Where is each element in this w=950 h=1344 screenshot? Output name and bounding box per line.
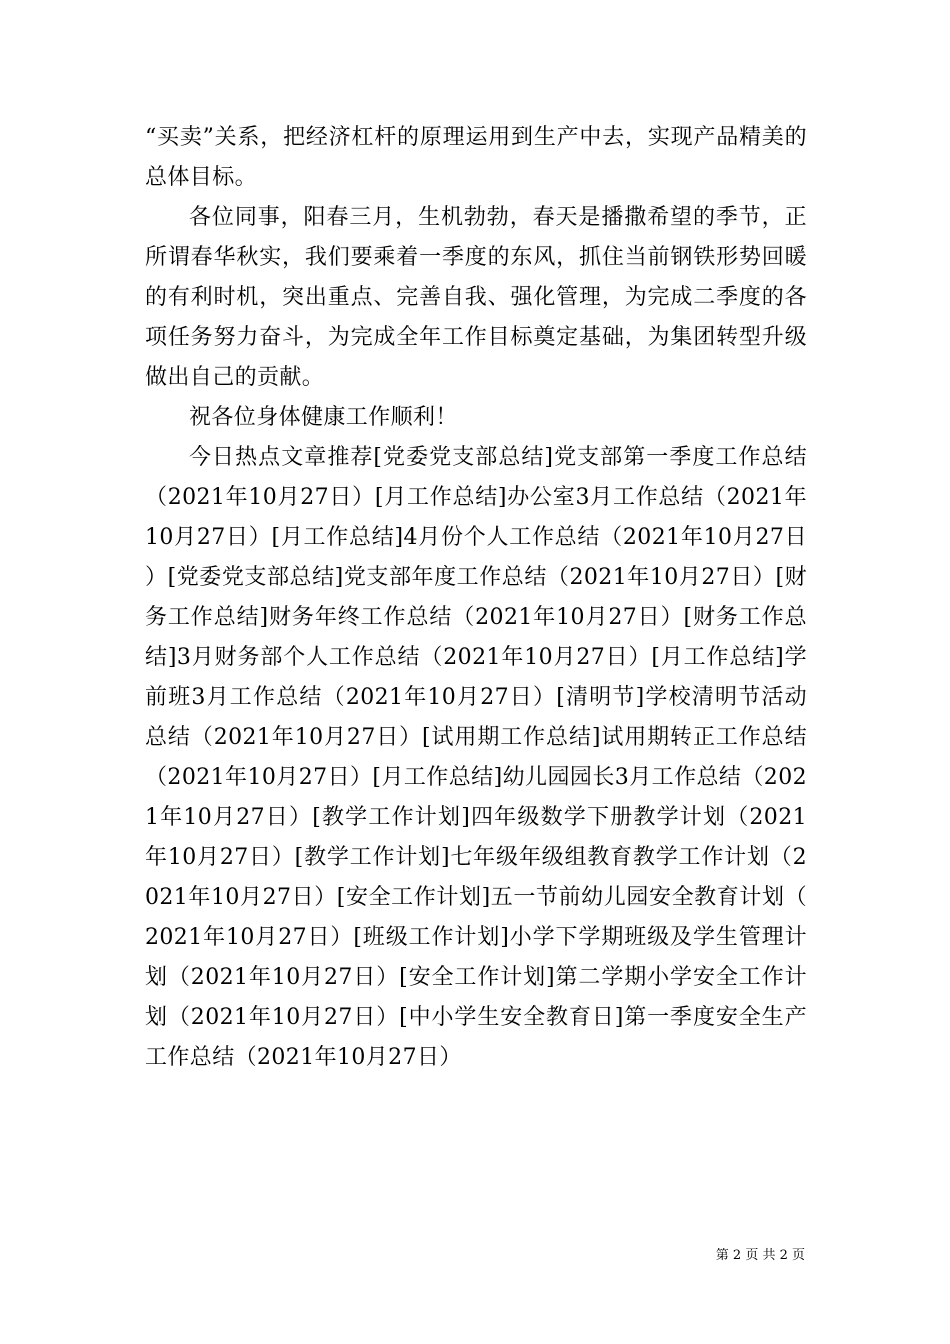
document-body <box>145 118 807 1078</box>
paragraph-wishes: 祝各位身体健康工作顺利！ <box>189 405 458 430</box>
paragraph-closing-remarks: 各位同事，阳春三月，生机勃勃，春天是播撒希望的季节，正所谓春华秋实，我们要乘着一季度的东风，抓住当前钢铁形势回暖的有利时机，突出重点、完善自我、强化管理，为完成二季度的各项任务努力奋斗，为完成全年工作目标奠定基础，为集团转型升级做出自己的贡献。 <box>145 205 807 390</box>
paragraph-continuation: “买卖”关系，把经济杠杆的原理运用到生产中去，实现产品精美的总体目标。 <box>145 125 807 190</box>
page-number-footer: 第 2 页 共 2 页 <box>715 1248 805 1263</box>
paragraph-recommended-articles: 今日热点文章推荐[党委党支部总结]党支部第一季度工作总结（2021年10月27日）[月工作总结]办公室3月工作总结（2021年10月27日）[月工作总结]4月份个人工作总结（2021年10月27日）[党委党支部总结]党支部年度工作总结（2021年10月27日）[财务工作总结]财务年终工作总结（2021年10月27日）[财务工作总结]3月财务部个人工作总结（2021年10月27日）[月工作总结]学前班3月工作总结（2021年10月27日）[清明节]学校清明节活动总结（2021年10月27日）[试用期工作总结]试用期转正工作总结（2021年10月27日）[月工作总结]幼儿园园长3月工作总结（2021年10月27日）[教学工作计划]四年级数学下册教学计划（2021年10月27日）[教学工作计划]七年级年级组教育教学工作计划（2021年10月27日）[安全工作计划]五一节前幼儿园安全教育计划（2021年10月27日）[班级工作计划]小学下学期班级及学生管理计划（2021年10月27日）[安全工作计划]第二学期小学安全工作计划（2021年10月27日）[中小学生安全教育日]第一季度安全生产工作总结（2021年10月27日） <box>145 445 807 1070</box>
